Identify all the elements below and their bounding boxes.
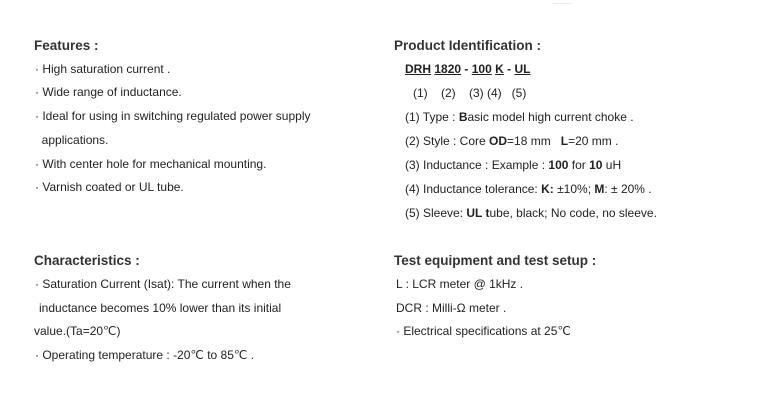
product-id-item: (2) Style : Core OD=18 mm L=20 mm .: [405, 134, 619, 148]
features-item: applications.: [35, 133, 109, 147]
code-sleeve: UL: [514, 62, 531, 76]
features-item: · Ideal for using in switching regulated power supply: [35, 109, 311, 123]
features-item: · Varnish coated or UL tube.: [35, 180, 184, 194]
features-item: · High saturation current .: [35, 62, 171, 76]
product-id-item: (4) Inductance tolerance: K: ±10%; M: ± 20% .: [405, 182, 652, 196]
characteristics-line: inductance becomes 10% lower than its initial: [39, 301, 282, 315]
product-id-heading: Product Identification :: [394, 38, 541, 53]
code-inductance: 100: [471, 62, 492, 76]
characteristics-line: · Saturation Current (Isat): The current when the: [35, 277, 291, 291]
code-sep: -: [503, 62, 515, 76]
features-item: · Wide range of inductance.: [35, 85, 182, 99]
features-heading: Features :: [34, 38, 99, 53]
code-sep: -: [461, 62, 472, 76]
code-positions: (1) (2) (3) (4) (5): [413, 86, 527, 100]
code-tolerance: K: [495, 62, 504, 76]
features-item: · With center hole for mechanical mounting.: [35, 157, 267, 171]
code-style: 1820: [434, 62, 462, 76]
top-fragment: ............: [553, 0, 574, 6]
product-id-item: (3) Inductance : Example : 100 for 10 uH: [405, 158, 622, 172]
test-heading: Test equipment and test setup :: [394, 253, 597, 268]
characteristics-line: · Operating temperature : -20℃ to 85℃ .: [35, 348, 255, 362]
characteristics-heading: Characteristics :: [34, 253, 140, 268]
test-line: DCR : Milli-Ω meter .: [396, 301, 507, 315]
code-type: DRH: [405, 62, 431, 76]
product-code: [405, 62, 530, 76]
test-line: L : LCR meter @ 1kHz .: [396, 277, 524, 291]
test-line: · Electrical specifications at 25℃: [396, 324, 571, 338]
characteristics-line: value.(Ta=20℃): [34, 324, 121, 338]
product-id-item: (5) Sleeve: UL tube, black; No code, no sleeve.: [405, 206, 657, 220]
product-id-item: (1) Type : Basic model high current choke .: [405, 110, 634, 124]
